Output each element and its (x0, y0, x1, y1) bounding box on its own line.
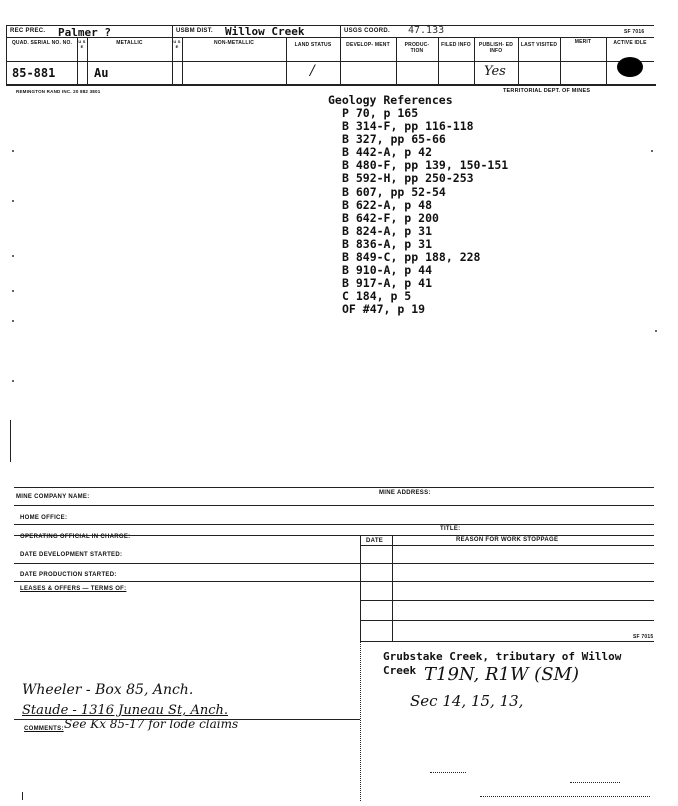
form-rule (360, 620, 654, 621)
col-use-metallic: U S E (78, 39, 86, 49)
date-development-started-label: DATE DEVELOPMENT STARTED: (20, 552, 123, 558)
mine-address-label: MINE ADDRESS: (379, 490, 431, 496)
header-bottom-rule (6, 84, 656, 86)
col-published-info: PUBLISH- ED INFO (478, 42, 514, 54)
comments-handwritten: See Kx 85-17 for lode claims (64, 717, 239, 731)
active-indicator-mark (617, 57, 643, 77)
margin-speck (655, 330, 657, 332)
owner-handwritten-2: Staude - 1316 Juneau St, Anch. (22, 703, 228, 718)
usbm-dist-value: Willow Creek (225, 25, 305, 38)
form-rule (14, 581, 654, 582)
col-filed-info: FILED INFO (441, 42, 471, 48)
reference-item: C 184, p 5 (342, 289, 412, 304)
grid-line (6, 25, 7, 85)
scan-speck (480, 796, 650, 797)
reason-work-stoppage-label: REASON FOR WORK STOPPAGE (456, 537, 559, 543)
reference-item: B 607, pp 52-54 (342, 184, 446, 199)
mine-company-name-label: MINE COMPANY NAME: (16, 494, 90, 500)
reference-item: B 622-A, p 48 (342, 197, 433, 212)
reference-item: B 917-A, p 41 (342, 276, 433, 291)
comments-label: COMMENTS: (24, 726, 64, 732)
reference-item: B 314-F, pp 116-118 (342, 119, 474, 134)
reference-item: B 824-A, p 31 (342, 223, 433, 238)
leases-offers-label: LEASES & OFFERS — TERMS OF: (20, 586, 127, 592)
col-metallic: METALLIC (116, 40, 143, 46)
land-status-value: / (310, 63, 315, 79)
location-handwritten-township: T19N, R1W (SM) (424, 664, 579, 685)
operating-official-label: OPERATING OFFICIAL IN CHARGE: (20, 534, 131, 540)
usgs-coord-value: 47.133 (408, 25, 445, 36)
company-top-rule (14, 487, 654, 488)
location-handwritten-sections: Sec 14, 15, 13, (410, 692, 524, 710)
form-rule (14, 524, 654, 525)
grid-line (360, 641, 361, 801)
form-number-bottom: SF 7015 (633, 634, 654, 640)
form-rule (360, 600, 654, 601)
margin-speck (12, 290, 14, 292)
usbm-dist-label: USBM DIST. (176, 28, 214, 34)
grid-line (606, 37, 607, 85)
territorial-dept-label: TERRITORIAL DEPT. OF MINES (503, 88, 591, 94)
header-value-rule (6, 61, 654, 62)
reference-item: P 70, p 165 (342, 106, 419, 120)
col-quad-serial: QUAD. SERIAL NO. NO. (11, 40, 73, 46)
col-production: PRODUC- TION (404, 42, 430, 54)
published-info-value: Yes (484, 64, 506, 79)
printer-imprint: REMINGTON RAND INC. 20 882 3801 (16, 89, 101, 94)
grid-line (560, 37, 561, 85)
reference-item: OF #47, p 19 (342, 302, 426, 317)
col-use-nonmetallic: U S E (173, 39, 181, 49)
date-production-started-label: DATE PRODUCTION STARTED: (20, 572, 117, 578)
form-rule (360, 641, 654, 642)
reference-item: B 910-A, p 44 (342, 263, 433, 278)
grid-line (396, 37, 397, 85)
geology-references-list (342, 107, 508, 317)
owner-handwritten-1: Wheeler - Box 85, Anch. (22, 682, 194, 698)
grid-line (518, 37, 519, 85)
scan-speck (570, 782, 620, 783)
margin-mark (10, 420, 11, 462)
form-rule (360, 545, 654, 546)
reference-item: B 836-A, p 31 (342, 236, 433, 251)
rec-prec-label: REC PREC. (10, 28, 46, 34)
col-development: DEVELOP- MENT (346, 42, 390, 48)
margin-speck (651, 150, 653, 152)
quad-serial-value: 85-881 (12, 66, 56, 80)
geology-references-title: Geology References (328, 93, 453, 107)
grid-line (340, 25, 341, 85)
margin-mark (22, 792, 23, 800)
form-rule (14, 563, 654, 564)
margin-speck (12, 150, 14, 152)
form-rule (14, 505, 654, 506)
grid-line (172, 25, 173, 85)
reference-item: B 327, pp 65-66 (342, 132, 446, 147)
home-office-label: HOME OFFICE: (20, 515, 68, 521)
usgs-coord-label: USGS COORD. (344, 28, 390, 34)
reference-item: B 849-C, pp 188, 228 (342, 250, 481, 265)
grid-line (286, 37, 287, 85)
col-active-idle: ACTIVE IDLE (613, 40, 647, 46)
grid-line (438, 37, 439, 85)
grid-line (392, 535, 393, 641)
margin-speck (12, 320, 14, 322)
margin-speck (12, 380, 14, 382)
col-last-visited: LAST VISITED (520, 42, 558, 48)
col-land-status: LAND STATUS (294, 42, 332, 48)
margin-speck (12, 255, 14, 257)
title-label: TITLE: (440, 526, 461, 532)
reference-item: B 442-A, p 42 (342, 145, 433, 160)
reference-item: B 480-F, pp 139, 150-151 (342, 158, 509, 173)
scan-speck (430, 772, 466, 773)
col-nonmetallic: NON-METALLIC (213, 40, 255, 46)
reference-item: B 642-F, p 200 (342, 210, 439, 225)
location-typed: Grubstake Creek, tributary of Willow Creek (383, 650, 622, 677)
reference-item: B 592-H, pp 250-253 (342, 171, 474, 186)
metallic-value: Au (94, 66, 109, 80)
rec-prec-value: Palmer ? (58, 26, 111, 39)
col-merit: MERIT (574, 39, 592, 45)
grid-line (474, 37, 475, 85)
grid-line (360, 535, 361, 641)
date-column-label: DATE (366, 538, 384, 544)
form-number-top: SF 7016 (624, 29, 645, 35)
margin-speck (12, 200, 14, 202)
